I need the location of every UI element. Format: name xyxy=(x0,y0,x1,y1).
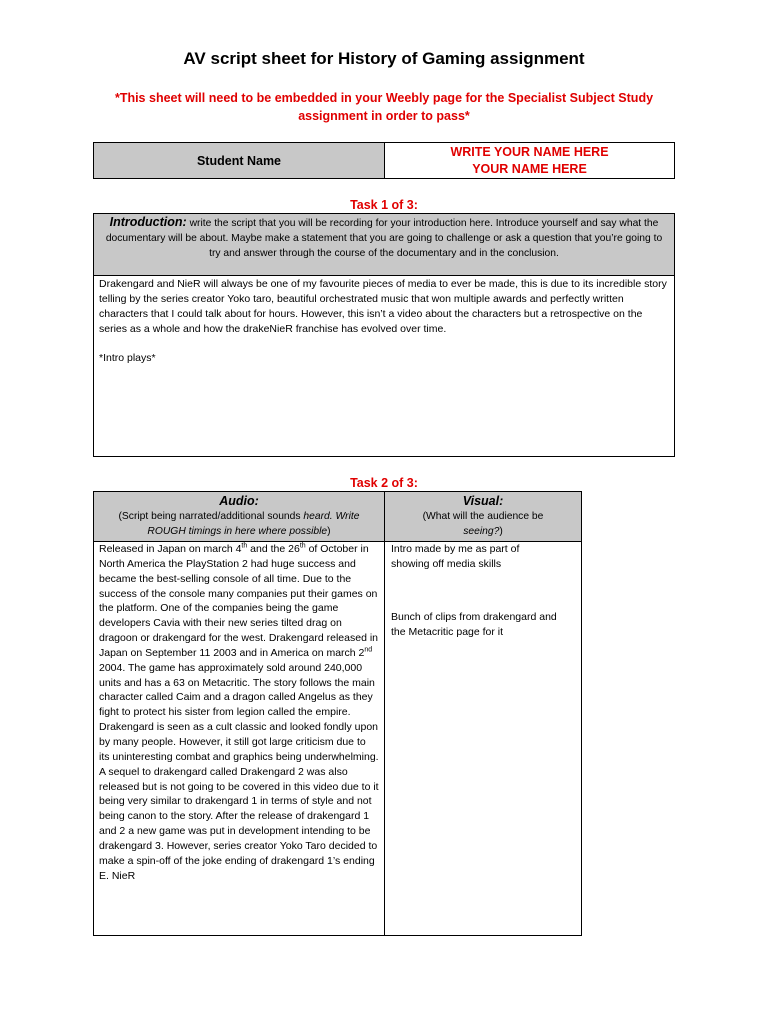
intro-script-note: *Intro plays* xyxy=(99,352,156,364)
sup-th-1: th xyxy=(241,542,248,550)
visual-label: Visual: xyxy=(462,494,504,508)
intro-script-cell[interactable] xyxy=(93,275,675,457)
audio-text-1: Released in Japan on march 4 xyxy=(99,543,242,555)
sup-th-2: th xyxy=(299,542,306,550)
audio-text-3: of October in North America the PlayStation 2 had huge success and became the best-selling console of all time. Due to the success of the console many companies put their games on the platform. One of the companies being the game developers Cavia with their new series tilted drag on dragoon or drakengard for the west. Drakengard released in Japan on September 11 2003 and in America on march 2 xyxy=(99,543,378,659)
student-name-label: Student Name xyxy=(196,153,282,168)
audio-subtitle-end: ) xyxy=(327,526,331,537)
student-name-label-cell xyxy=(93,142,385,179)
audio-script-body xyxy=(99,542,379,883)
audio-subtitle: (Script being narrated/additional sounds xyxy=(118,511,304,522)
audio-script-cell[interactable] xyxy=(93,541,385,936)
student-name-placeholder-line2: YOUR NAME HERE xyxy=(472,161,587,176)
intro-instructions-cell xyxy=(93,213,675,276)
visual-subtitle: (What will the audience be xyxy=(422,511,544,522)
task2-heading: Task 2 of 3: xyxy=(350,476,418,490)
audio-header-cell xyxy=(93,491,385,542)
visual-header-cell xyxy=(384,491,582,542)
audio-text-2: and the 26 xyxy=(247,543,300,555)
visual-subtitle-end: ) xyxy=(499,526,503,537)
audio-text-4: 2004. The game has approximately sold around 240,000 units and has a 63 on Metacritic. The story follows the main character called Caim and a dragon called Angelus as they fight to protect his sister from legion called the empire. Drakengard is seen as a cult classic and looked fondly upon by many people. However, it still got large criticism due to its uninteresting combat and graphics being underwhelming. A sequel to drakengard called Drakengard 2 was also released but is not going to be covered in this video due to it being very similar to drakengard 1 in terms of style and not being canon to the story. After the release of drakengard 1 and 2 a new game was put in development intending to be drakengard 3. However, series creator Yoko Taro decided to make a spin-off of the joke ending of drakengard 1’s ending E. NieR xyxy=(99,661,379,882)
visual-note-2: Bunch of clips from drakengard and the Metacritic page for it xyxy=(391,611,557,638)
student-name-value-cell[interactable] xyxy=(384,142,675,179)
embed-warning: *This sheet will need to be embedded in your Weebly page for the Specialist Subject Study assignment in order to pass* xyxy=(114,91,654,123)
student-name-placeholder-line1: WRITE YOUR NAME HERE xyxy=(450,144,609,159)
audio-label: Audio: xyxy=(219,494,259,508)
intro-label: Introduction: xyxy=(109,215,187,229)
page-title: AV script sheet for History of Gaming assignment xyxy=(183,49,585,68)
visual-subtitle-italic: seeing? xyxy=(463,526,500,537)
task1-heading: Task 1 of 3: xyxy=(350,198,418,212)
intro-script-body: Drakengard and NieR will always be one of my favourite pieces of media to ever be made, this is due to its incredible story telling by the series creator Yoko taro, beautiful orchestrated music that won multiple awards and perfectly written characters that I could talk about for hours. However, this isn’t a video about the characters but a retrospective on the series as a whole and how the drakeNieR franchise has evolved over time. xyxy=(99,278,667,335)
sup-nd: nd xyxy=(364,646,373,654)
visual-notes-cell[interactable] xyxy=(384,541,582,936)
audio-subtitle-italic: heard. Write ROUGH timings in here where possible xyxy=(147,511,360,537)
visual-note-1: Intro made by me as part of showing off media skills xyxy=(391,543,520,570)
intro-instructions: write the script that you will be recording for your introduction here. Introduce yourself and say what the documentary will be about. Maybe make a statement that you are going to challenge or ask a question that you’re going to try and answer through the course of the documentary and in the conclusion. xyxy=(105,218,663,259)
